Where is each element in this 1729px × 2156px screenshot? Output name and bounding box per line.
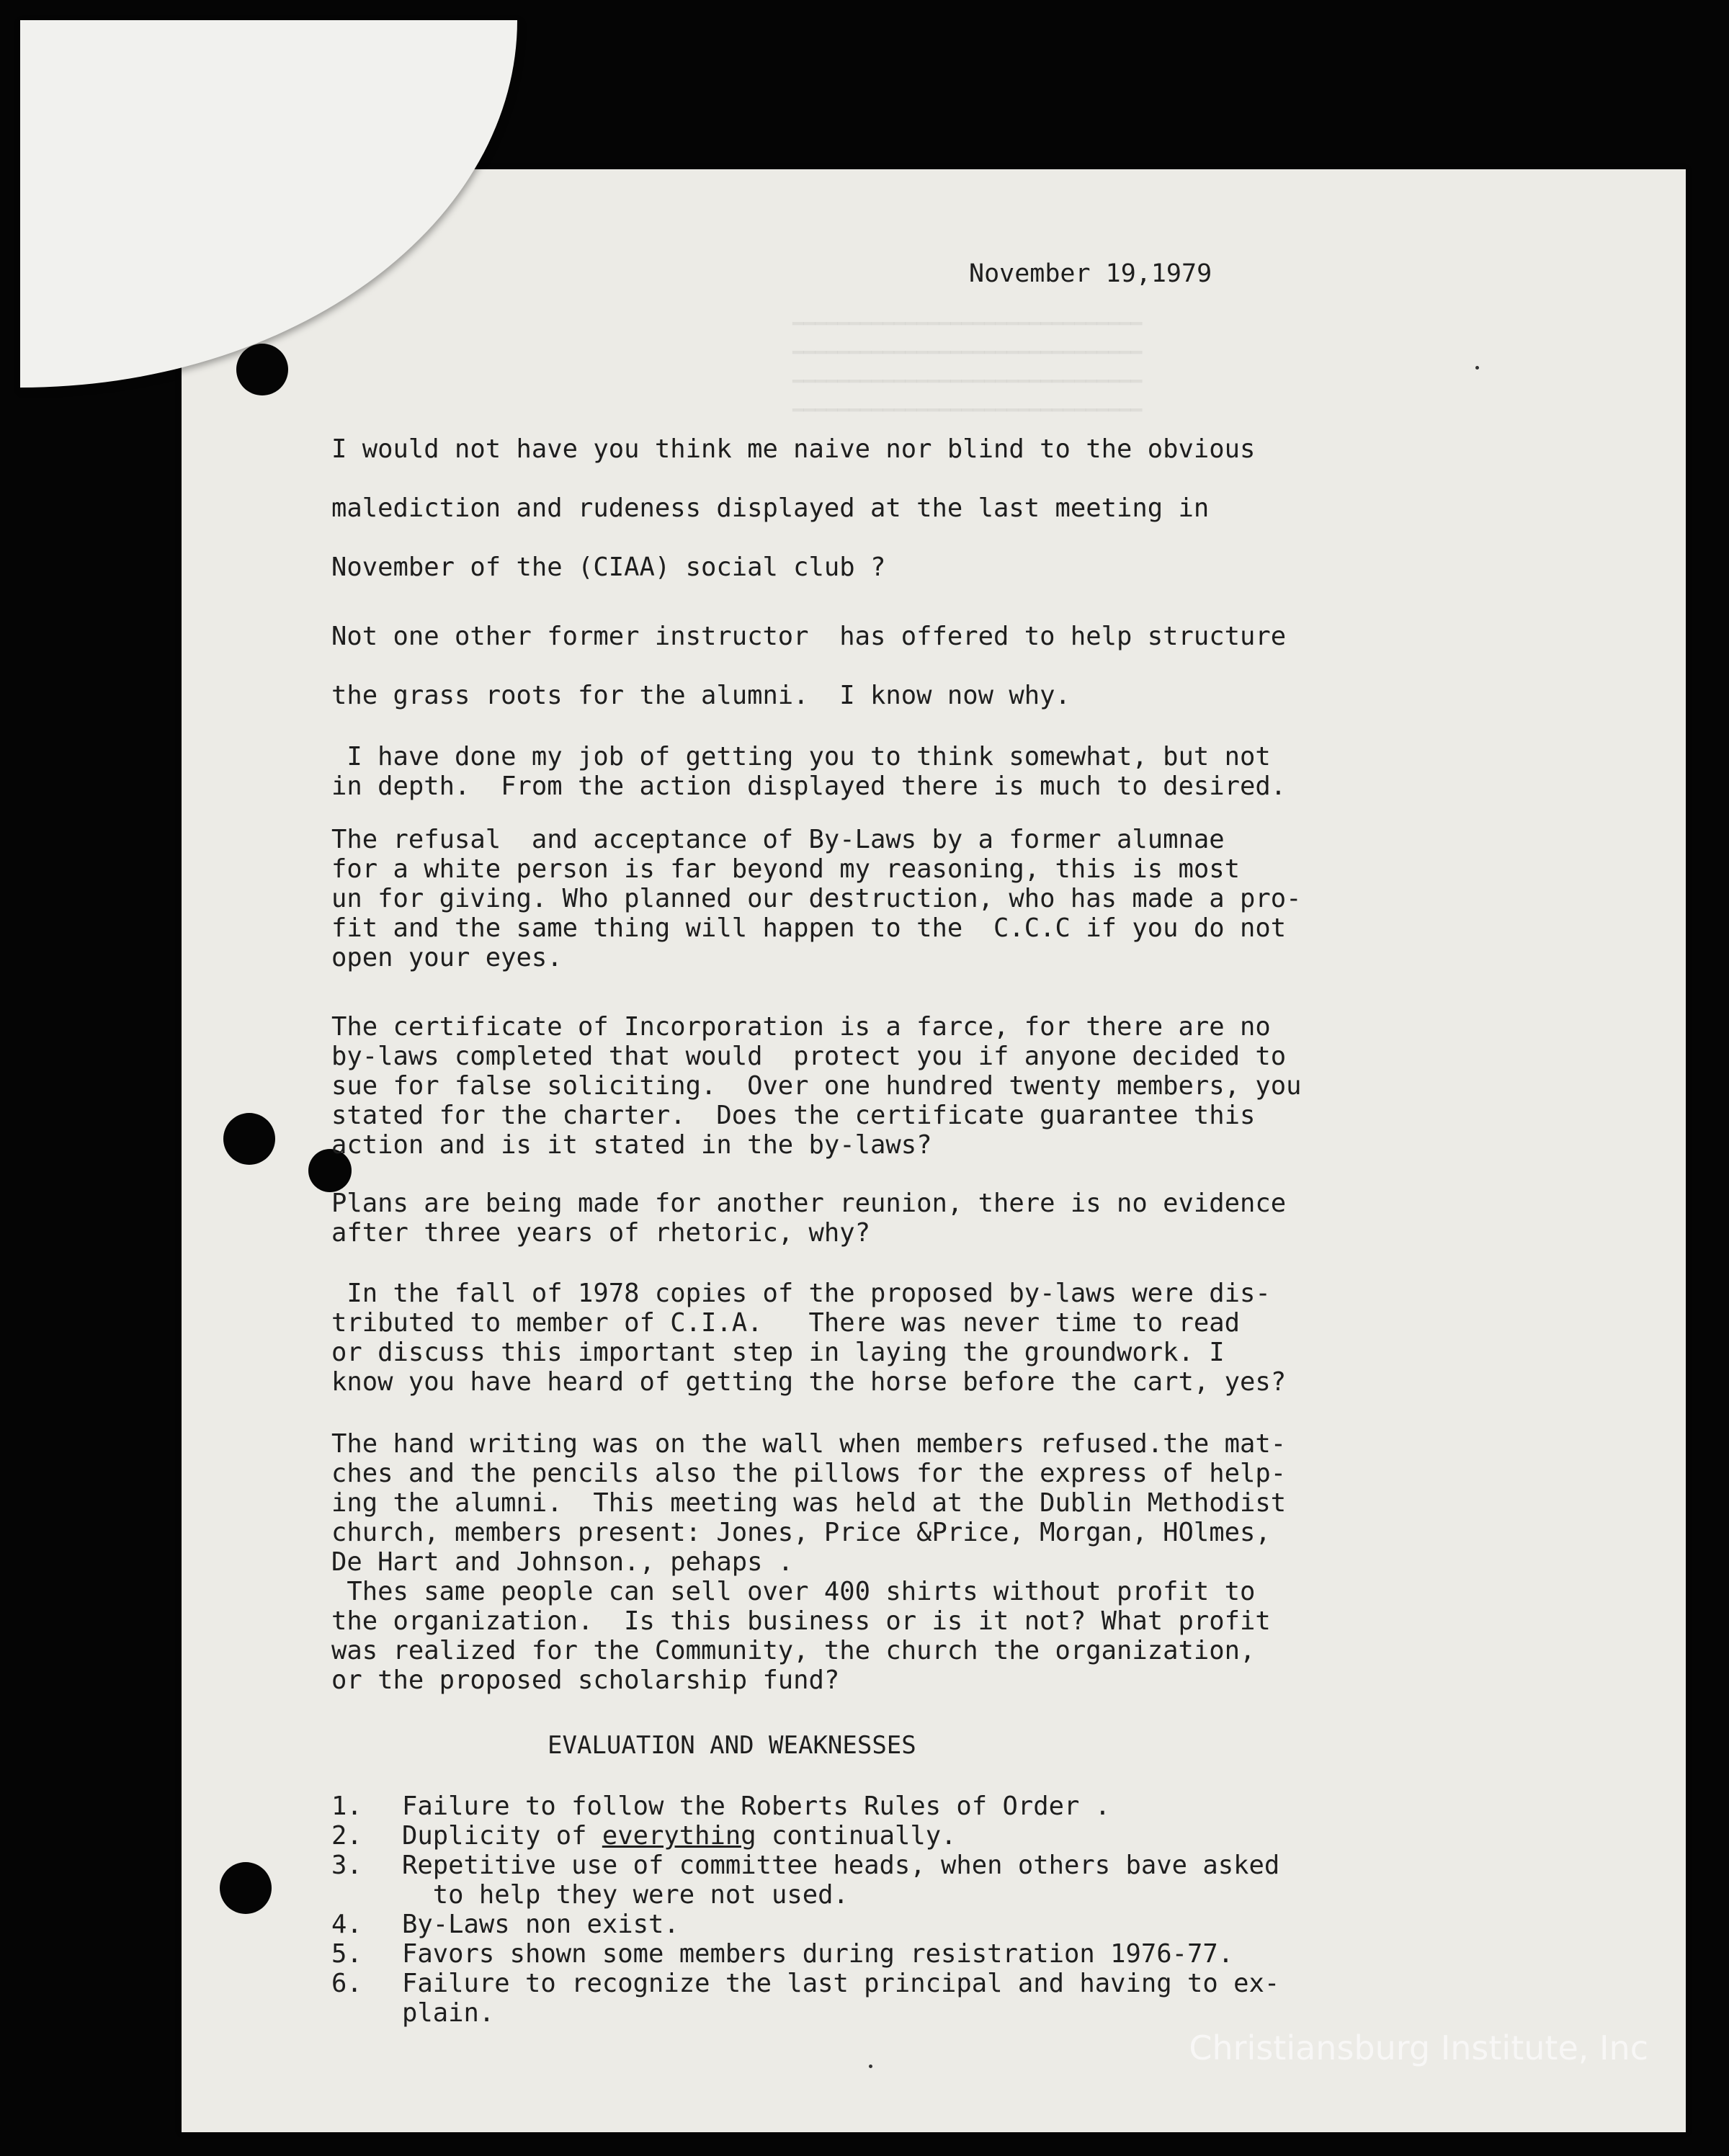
list-item <box>331 1969 1483 2028</box>
list-number: 2. <box>331 1821 362 1851</box>
list-number: 6. <box>331 1969 362 1998</box>
list-text: Failure to recognize the last principal and having to ex- plain. <box>402 1969 1280 2028</box>
list-text: Repetitive use of committee heads, when others bave asked to help they were not used. <box>402 1851 1280 1910</box>
list-number: 3. <box>331 1851 362 1880</box>
watermark: Christiansburg Institute, Inc <box>1189 2028 1648 2067</box>
paragraph-4: The refusal and acceptance of By-Laws by a former alumnae for a white person is far beyond my reasoning, this is most un for giving. Who planned our destruction, who has made a pro- fit and the same thing will happen to the C.C.C if you do not open your eyes. <box>331 825 1302 972</box>
paragraph-1: I would not have you think me naive nor blind to the obvious malediction and rudeness displayed at the last meeting in November of the (CIAA) social club ? <box>331 434 1256 582</box>
weakness-list <box>331 1792 1483 2028</box>
ink-speck <box>869 2065 872 2068</box>
paragraph-5: The certificate of Incorporation is a farce, for there are no by-laws completed that would protect you if anyone decided to sue for false soliciting. Over one hundred twenty members, you stated for the charter. Does the certificate guarantee this action and is it stated in the by-laws? <box>331 1012 1302 1160</box>
punch-hole-middle <box>223 1113 275 1165</box>
list-item <box>331 1939 1483 1969</box>
list-text: Favors shown some members during resistration 1976-77. <box>402 1939 1234 1969</box>
punch-hole-bottom <box>220 1862 272 1914</box>
list-number: 4. <box>331 1910 362 1939</box>
list-text: Failure to follow the Roberts Rules of Order . <box>402 1792 1111 1821</box>
list-item <box>331 1821 1483 1851</box>
show-through-texture: ━━━━━━━━━━━━━━━━━━━━━━━━━━━━━━━ ━━━━━━━━━━━━━━━━━━━━━━━━━━━━━━━ ━━━━━━━━━━━━━━━━━━━━━━━━━━━━━━━ ━━━━━━━━━━━━━━━━━━━━━━━━━━━━━━━ <box>792 313 1143 421</box>
underlined-word: everything <box>602 1821 756 1851</box>
list-item <box>331 1792 1483 1821</box>
ink-speck <box>1475 366 1479 370</box>
letter-date: November 19,1979 <box>969 259 1212 288</box>
list-number: 5. <box>331 1939 362 1969</box>
list-text-before: Duplicity of <box>402 1821 602 1851</box>
section-heading: EVALUATION AND WEAKNESSES <box>548 1731 916 1760</box>
list-text: By-Laws non exist. <box>402 1910 679 1939</box>
list-text <box>402 1821 1483 1851</box>
list-text-after: continually. <box>756 1821 957 1851</box>
list-item <box>331 1851 1483 1910</box>
list-number: 1. <box>331 1792 362 1821</box>
list-item <box>331 1910 1483 1939</box>
paragraph-6: Plans are being made for another reunion, there is no evidence after three years of rhetoric, why? <box>331 1189 1287 1248</box>
paragraph-2: Not one other former instructor has offered to help structure the grass roots for the alumni. I know now why. <box>331 622 1287 710</box>
punch-hole-top <box>236 344 288 395</box>
paragraph-8: The hand writing was on the wall when members refused.the mat- ches and the pencils also the pillows for the express of help- ing the alumni. This meeting was held at the Dublin Methodist church, members present: Jones, Price &Price, Morgan, HOlmes, De Hart and Johnson., pehaps . Thes same people can sell over 400 shirts without profit to the organization. Is this business or is it not? What profit was realized for the Community, the church the organization, or the proposed scholarship fund? <box>331 1429 1287 1695</box>
paragraph-3: I have done my job of getting you to think somewhat, but not in depth. From the action displayed there is much to desired. <box>331 742 1287 801</box>
paragraph-7: In the fall of 1978 copies of the proposed by-laws were dis- tributed to member of C.I.A. There was never time to read or discuss this important step in laying the groundwork. I know you have heard of getting the horse before the cart, yes? <box>331 1279 1287 1397</box>
